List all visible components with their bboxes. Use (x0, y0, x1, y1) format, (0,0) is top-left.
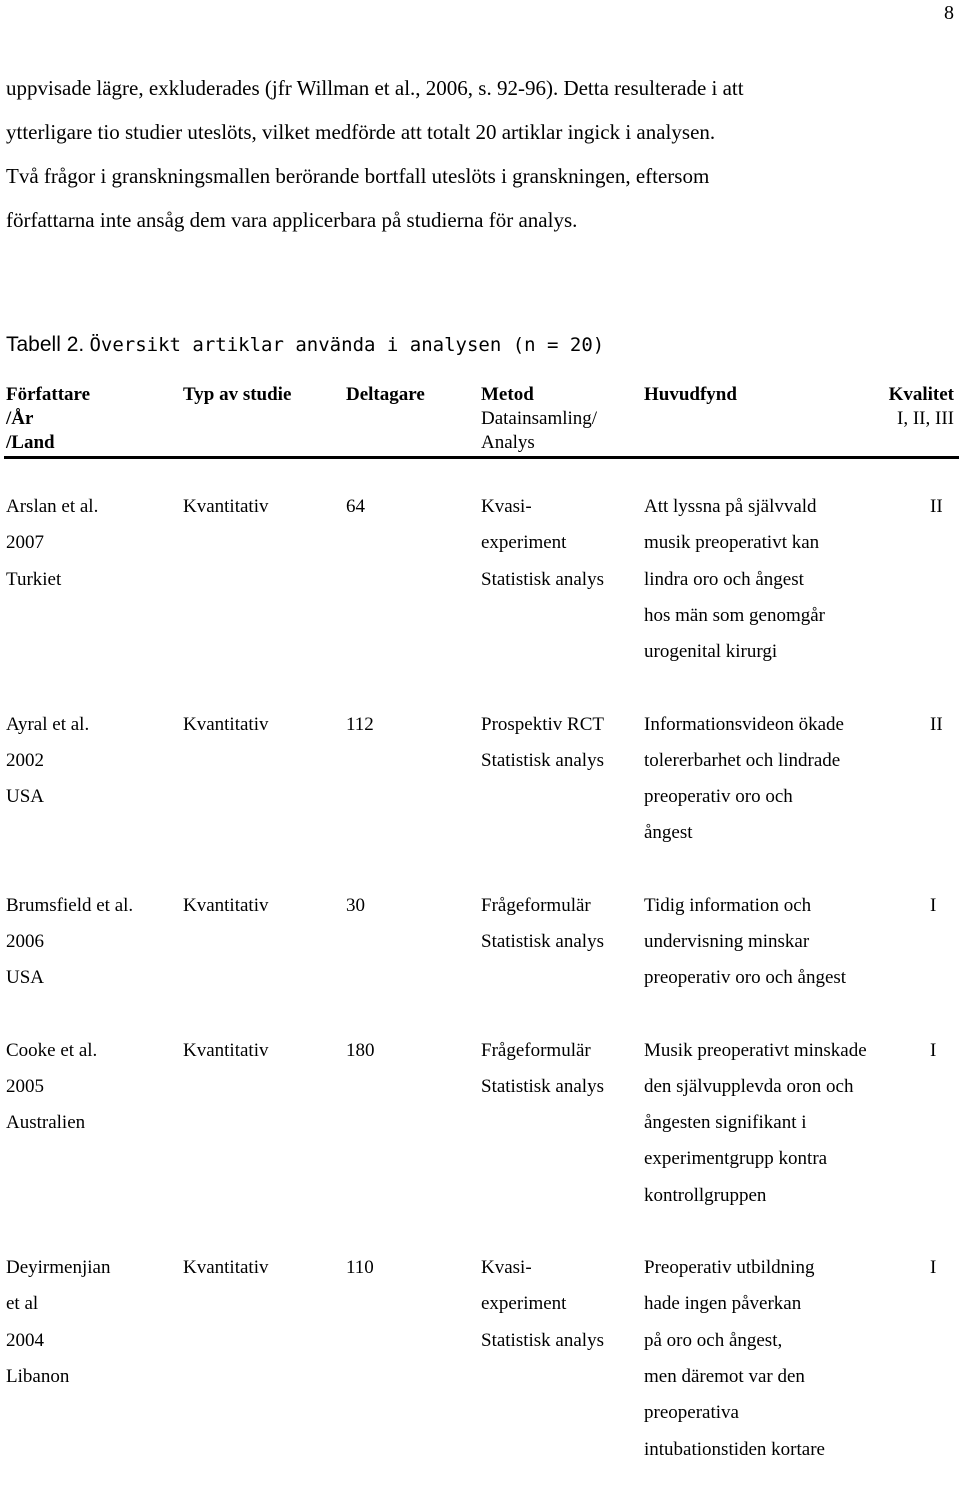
cell-line: 2002 (6, 749, 44, 771)
cell-line: et al (6, 1293, 39, 1315)
cell-method (481, 1250, 604, 1359)
cell-line: undervisning minskar (644, 930, 810, 952)
cell-line: musik preoperativt kan (644, 532, 820, 554)
cell-line: Att lyssna på självvald (644, 496, 817, 517)
cell-type (183, 489, 268, 525)
cell-line: 2007 (6, 532, 44, 554)
cell-line: preoperativ oro och ångest (644, 967, 847, 989)
cell-line: Deyirmenjian (6, 1257, 111, 1279)
header-author (6, 383, 90, 455)
table-body (0, 489, 960, 1504)
cell-type (183, 1250, 268, 1286)
cell-line: 2006 (6, 930, 44, 952)
table-row (0, 888, 960, 997)
cell-line: tolererbarhet och lindrade (644, 749, 841, 771)
cell-line: 2004 (6, 1329, 44, 1351)
cell-line: USA (6, 967, 45, 989)
cell-findings (644, 1250, 825, 1468)
cell-type (183, 1033, 268, 1069)
cell-line: hos män som genomgår (644, 604, 826, 626)
cell-line: Cooke et al. (6, 1039, 98, 1061)
caption-text: Översikt artiklar använda i analysen (n = 20) (89, 334, 605, 356)
cell-line: Statistisk analys (481, 930, 604, 952)
cell-line: lindra oro och ångest (644, 568, 804, 590)
cell-line: den självupplevda oron och (644, 1075, 854, 1097)
cell-line: Statistisk analys (481, 749, 604, 771)
cell-line: hade ingen påverkan (644, 1293, 802, 1315)
header-method (481, 383, 597, 455)
cell-line: Arslan et al. (6, 496, 99, 517)
cell-line: 64 (346, 496, 365, 517)
cell-line: Tidig information och (644, 894, 812, 916)
cell-line: Kvasi- (481, 1257, 532, 1279)
cell-type (183, 888, 268, 924)
paragraph-line: uppvisade lägre, exkluderades (jfr Willman et al., 2006, s. 92-96). Detta resulterade i att (6, 76, 744, 100)
cell-author (6, 1033, 97, 1142)
cell-quality (930, 1250, 936, 1286)
cell-line: Prospektiv RCT (481, 713, 604, 735)
cell-line: ångesten signifikant i (644, 1112, 807, 1134)
body-paragraph (6, 66, 956, 242)
header-author-line: /År (6, 408, 34, 429)
cell-line: Frågeformulär (481, 894, 591, 916)
cell-findings (644, 489, 825, 670)
header-author-line: Författare (6, 384, 91, 405)
header-divider (4, 456, 959, 459)
header-participants (346, 383, 425, 407)
cell-quality (930, 1033, 936, 1069)
header-type (183, 383, 291, 407)
cell-author (6, 888, 133, 997)
cell-line: 30 (346, 894, 365, 916)
cell-line: II (930, 496, 943, 517)
cell-line: 110 (346, 1257, 374, 1279)
cell-line: Kvantitativ (183, 1257, 269, 1279)
cell-line: Statistisk analys (481, 568, 604, 590)
cell-line: intubationstiden kortare (644, 1438, 825, 1460)
header-findings-line: Huvudfynd (644, 384, 737, 405)
cell-method (481, 707, 604, 780)
cell-line: Informationsvideon ökade (644, 713, 844, 735)
header-quality-line: I, II, III (897, 408, 954, 429)
cell-line: USA (6, 786, 45, 808)
cell-line: 112 (346, 713, 374, 735)
table-row (0, 707, 960, 852)
cell-method (481, 489, 604, 598)
cell-line: Frågeformulär (481, 1039, 591, 1061)
cell-author (6, 489, 98, 598)
cell-line: experiment (481, 1293, 567, 1315)
cell-line: Ayral et al. (6, 713, 90, 735)
table-row (0, 1250, 960, 1468)
cell-findings (644, 888, 846, 997)
cell-line: Kvantitativ (183, 496, 269, 517)
cell-line: Kvasi- (481, 496, 532, 517)
cell-quality (930, 888, 936, 924)
cell-line: preoperativ oro och (644, 786, 793, 808)
header-participants-line: Deltagare (346, 384, 425, 405)
header-method-line: Analys (481, 432, 535, 453)
cell-line: Kvantitativ (183, 713, 269, 735)
header-quality (889, 383, 954, 431)
cell-line: Kvantitativ (183, 894, 269, 916)
cell-participants (346, 489, 365, 525)
cell-author (6, 707, 89, 816)
cell-line: experimentgrupp kontra (644, 1148, 828, 1170)
cell-line: experiment (481, 532, 567, 554)
cell-line: Statistisk analys (481, 1075, 604, 1097)
paragraph-line: ytterligare tio studier uteslöts, vilket medförde att totalt 20 artiklar ingick i analysen. (6, 120, 716, 144)
cell-line: preoperativa (644, 1402, 739, 1424)
cell-line: Brumsfield et al. (6, 894, 134, 916)
paragraph-line: författarna inte ansåg dem vara applicerbara på studierna för analys. (6, 208, 578, 232)
cell-line: Australien (6, 1112, 86, 1134)
cell-method (481, 1033, 604, 1106)
cell-line: 2005 (6, 1075, 44, 1097)
cell-line: Turkiet (6, 568, 62, 590)
cell-method (481, 888, 604, 961)
cell-line: ångest (644, 822, 693, 844)
cell-line: Kvantitativ (183, 1039, 269, 1061)
page-number: 8 (944, 2, 954, 24)
cell-findings (644, 1033, 867, 1214)
cell-line: II (930, 713, 943, 735)
header-type-line: Typ av studie (183, 384, 292, 405)
cell-quality (930, 489, 943, 525)
header-method-title: Metod (481, 384, 534, 405)
caption-label: Tabell 2. (6, 333, 85, 356)
table-header (0, 383, 960, 459)
header-findings (644, 383, 737, 407)
cell-line: I (930, 1039, 937, 1061)
cell-line: men däremot var den (644, 1365, 805, 1387)
cell-line: 180 (346, 1039, 375, 1061)
cell-participants (346, 888, 365, 924)
cell-line: I (930, 1257, 937, 1279)
header-author-line: /Land (6, 432, 55, 453)
table-row (0, 1033, 960, 1215)
cell-line: urogenital kirurgi (644, 641, 778, 663)
cell-participants (346, 1250, 374, 1286)
table-caption (6, 332, 604, 357)
cell-participants (346, 707, 374, 743)
table-row (0, 489, 960, 671)
cell-type (183, 707, 268, 743)
cell-line: på oro och ångest, (644, 1329, 783, 1351)
cell-participants (346, 1033, 375, 1069)
cell-line: Libanon (6, 1365, 70, 1387)
cell-line: Statistisk analys (481, 1329, 604, 1351)
cell-findings (644, 707, 844, 852)
header-method-line: Datainsamling/ (481, 408, 598, 429)
cell-line: Musik preoperativt minskade (644, 1039, 867, 1061)
paragraph-line: Två frågor i granskningsmallen berörande bortfall uteslöts i granskningen, eftersom (6, 164, 710, 188)
cell-quality (930, 707, 943, 743)
cell-line: Preoperativ utbildning (644, 1257, 815, 1279)
cell-author (6, 1250, 110, 1395)
cell-line: I (930, 894, 937, 916)
header-quality-title: Kvalitet (888, 384, 954, 405)
cell-line: kontrollgruppen (644, 1184, 767, 1206)
